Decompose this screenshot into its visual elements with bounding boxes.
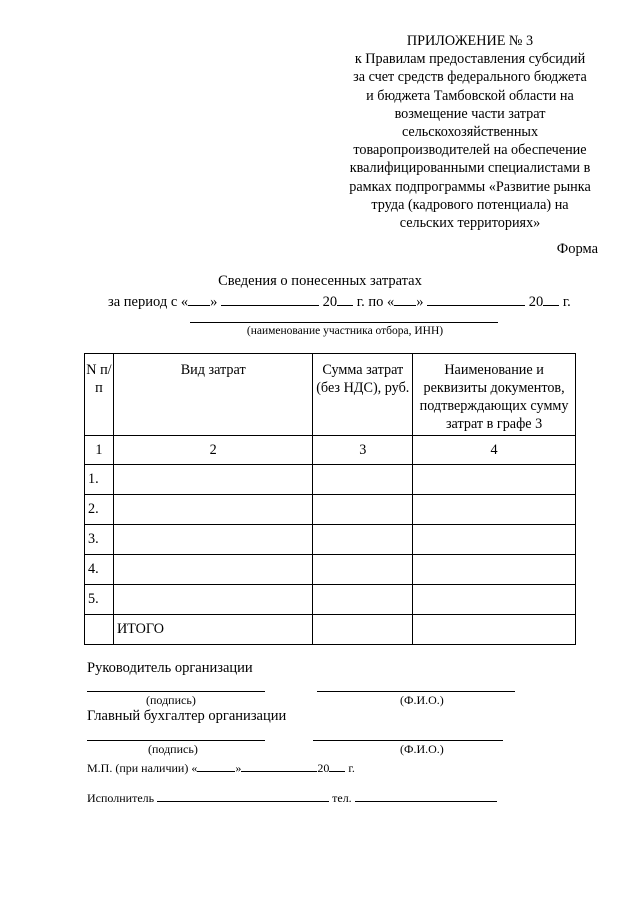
documents-cell[interactable]: [413, 495, 576, 525]
period-suffix: г.: [562, 294, 571, 310]
period-line: [108, 292, 571, 311]
year-from-field[interactable]: [337, 292, 353, 306]
year-prefix: 20: [528, 294, 544, 310]
stamp-day-field[interactable]: [197, 760, 235, 772]
appendix-line: за счет средств федерального бюджета: [353, 69, 587, 86]
documents-cell[interactable]: [413, 465, 576, 495]
total-row: [85, 615, 576, 645]
cost-amount-cell[interactable]: [313, 585, 413, 615]
executor-line: [87, 790, 497, 806]
row-number: 1.: [85, 465, 114, 495]
header-cost-amount: Сумма затрат (без НДС), руб.: [313, 354, 413, 436]
appendix-line: к Правилам предоставления субсидий: [354, 51, 586, 68]
appendix-title: ПРИЛОЖЕНИЕ № 3: [406, 33, 534, 49]
cost-type-cell[interactable]: [113, 555, 312, 585]
table-row: [85, 525, 576, 555]
head-signature-line[interactable]: [87, 691, 265, 692]
costs-table: [84, 353, 576, 645]
participant-caption: (наименование участника отбора, ИНН): [246, 325, 444, 337]
appendix-line: труда (кадрового потенциала) на: [371, 196, 569, 213]
month-to-field[interactable]: [427, 292, 525, 306]
row-number: 2.: [85, 495, 114, 525]
stamp-year: 20: [317, 761, 330, 775]
documents-cell[interactable]: [413, 525, 576, 555]
row-number: 3.: [85, 525, 114, 555]
table-row: [85, 495, 576, 525]
participant-name-line[interactable]: [190, 322, 498, 323]
accountant-fio-line[interactable]: [313, 740, 503, 741]
stamp-text: М.П. (при наличии) «: [87, 761, 198, 775]
document-title: Сведения о понесенных затратах: [218, 273, 422, 289]
total-amount-cell[interactable]: [313, 615, 413, 645]
total-label: ИТОГО: [113, 615, 312, 645]
fio-caption: (Ф.И.О.): [400, 742, 444, 756]
period-quote: »: [210, 294, 218, 310]
appendix-line: сельских территориях»: [399, 215, 541, 232]
year-to-field[interactable]: [543, 292, 559, 306]
period-quote: »: [416, 294, 424, 310]
cost-type-cell[interactable]: [113, 525, 312, 555]
year-prefix: 20: [322, 294, 338, 310]
day-from-field[interactable]: [188, 292, 210, 306]
accountant-label: Главный бухгалтер организации: [87, 708, 287, 724]
header-number: N п/п: [85, 354, 114, 436]
signature-caption: (подпись): [148, 742, 198, 756]
month-from-field[interactable]: [221, 292, 319, 306]
appendix-line: возмещение части затрат: [394, 105, 546, 122]
cost-amount-cell[interactable]: [313, 495, 413, 525]
phone-field[interactable]: [355, 790, 497, 802]
column-number: 1: [85, 436, 114, 465]
head-label: Руководитель организации: [87, 660, 253, 676]
table-header-row: [85, 354, 576, 436]
appendix-line: квалифицированными специалистами в: [349, 160, 591, 177]
cost-amount-cell[interactable]: [313, 465, 413, 495]
documents-cell[interactable]: [413, 585, 576, 615]
stamp-year-field[interactable]: [329, 760, 345, 772]
stamp-suffix: г.: [348, 761, 355, 775]
appendix-line: рамках подпрограммы «Развитие рынка: [349, 178, 591, 195]
fio-caption: (Ф.И.О.): [400, 693, 444, 707]
cost-type-cell[interactable]: [113, 495, 312, 525]
header-documents: Наименование и реквизиты документов, подтверждающих сумму затрат в графе 3: [413, 354, 576, 436]
cost-type-cell[interactable]: [113, 465, 312, 495]
signature-caption: (подпись): [146, 693, 196, 707]
cost-type-cell[interactable]: [113, 585, 312, 615]
period-prefix: за период с «: [108, 294, 189, 310]
table-row: [85, 585, 576, 615]
appendix-line: товаропроизводителей на обеспечение: [353, 142, 587, 159]
header-cost-type: Вид затрат: [113, 354, 312, 436]
executor-label: Исполнитель: [87, 791, 155, 805]
stamp-month-field[interactable]: [241, 760, 317, 772]
cost-amount-cell[interactable]: [313, 525, 413, 555]
appendix-line: и бюджета Тамбовской области на: [366, 87, 574, 104]
appendix-header: [330, 32, 610, 232]
stamp-line: [87, 760, 355, 776]
table-row: [85, 555, 576, 585]
row-number: 4.: [85, 555, 114, 585]
row-number: 5.: [85, 585, 114, 615]
table-row: [85, 465, 576, 495]
stamp-quote: »: [235, 761, 242, 775]
column-number: 3: [313, 436, 413, 465]
total-documents-cell[interactable]: [413, 615, 576, 645]
period-mid: г. по «: [356, 294, 395, 310]
column-number: 2: [113, 436, 312, 465]
documents-cell[interactable]: [413, 555, 576, 585]
appendix-line: сельскохозяйственных: [401, 124, 539, 141]
day-to-field[interactable]: [394, 292, 416, 306]
column-number: 4: [413, 436, 576, 465]
head-fio-line[interactable]: [317, 691, 515, 692]
phone-label: тел.: [332, 791, 352, 805]
executor-field[interactable]: [157, 790, 329, 802]
cost-amount-cell[interactable]: [313, 555, 413, 585]
column-number-row: [85, 436, 576, 465]
accountant-signature-line[interactable]: [87, 740, 265, 741]
form-label: Форма: [556, 241, 598, 257]
total-number-cell: [85, 615, 114, 645]
